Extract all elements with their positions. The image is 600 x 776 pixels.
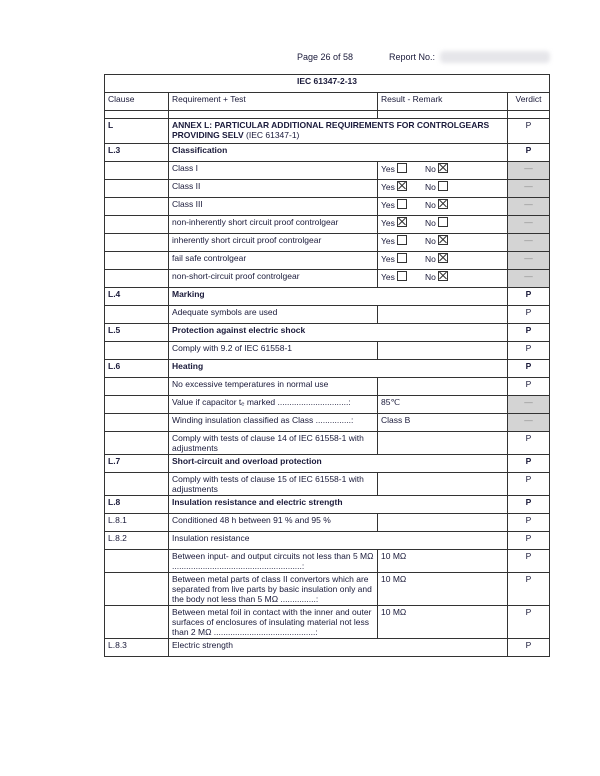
l6-row4-verdict: P [508,432,550,455]
l82-r1: Between input- and output circuits not less than 5 MΩ .......................................................: [169,550,378,573]
table-row [105,216,550,234]
l7-row1: Comply with tests of clause 15 of IEC 61558-1 with adjustments [169,473,378,496]
annex-row [105,119,550,144]
table-row [105,532,550,550]
yes-option [381,199,425,210]
l82-verdict: P [508,532,550,550]
yes-option [381,271,425,282]
empty-clause-cell [105,216,169,234]
no-label: No [425,164,436,174]
l6-row1-verdict: P [508,378,550,396]
spacer-row [105,111,550,119]
classification-result [378,270,508,288]
l4-title: Marking [169,288,508,306]
section-row-l4 [105,288,550,306]
empty-clause-cell [105,252,169,270]
classification-result [378,252,508,270]
l5-title: Protection against electric shock [169,324,508,342]
yes-label: Yes [381,182,395,192]
classification-result [378,198,508,216]
l3-clause: L.3 [105,144,169,162]
yes-checkbox[interactable] [397,271,407,281]
no-option [425,271,469,282]
page-header [0,52,600,66]
yes-label: Yes [381,218,395,228]
yes-option [381,217,425,228]
no-label: No [425,254,436,264]
page-number: Page 26 of 58 [297,52,354,62]
yes-label: Yes [381,254,395,264]
yes-option [381,253,425,264]
yes-label: Yes [381,200,395,210]
l5-clause: L.5 [105,324,169,342]
l8-verdict: P [508,496,550,514]
l82-r1-result: 10 MΩ [378,550,508,573]
l7-row1-verdict: P [508,473,550,496]
l7-clause: L.7 [105,455,169,473]
l5-verdict: P [508,324,550,342]
no-option [425,163,469,174]
l83-clause: L.8.3 [105,639,169,657]
no-checkbox[interactable] [438,271,448,281]
no-checkbox[interactable] [438,217,448,227]
no-checkbox[interactable] [438,181,448,191]
col-requirement: Requirement + Test [169,93,378,111]
redacted-report-number [440,51,550,63]
table-row [105,162,550,180]
no-label: No [425,236,436,246]
l82-r1-verdict: P [508,550,550,573]
l4-verdict: P [508,288,550,306]
l8-title: Insulation resistance and electric strength [169,496,508,514]
empty-clause-cell [105,234,169,252]
column-header-row [105,93,550,111]
l4-row1: Adequate symbols are used [169,306,378,324]
table-row [105,396,550,414]
yes-option [381,181,425,192]
table-row [105,639,550,657]
annex-title-normal: (IEC 61347-1) [243,130,300,140]
table-row [105,432,550,455]
table-row [105,306,550,324]
l6-row3: Winding insulation classified as Class ...............: [169,414,378,432]
no-label: No [425,200,436,210]
l83-verdict: P [508,639,550,657]
section-row-l8 [105,496,550,514]
classification-label: fail safe controlgear [169,252,378,270]
l5-row1-verdict: P [508,342,550,360]
no-option [425,217,469,228]
l6-row3-result: Class B [378,414,508,432]
no-option [425,199,469,210]
l82-text: Insulation resistance [169,532,508,550]
yes-label: Yes [381,272,395,282]
classification-verdict: — [508,162,550,180]
no-checkbox[interactable] [438,163,448,173]
yes-checkbox[interactable] [397,235,407,245]
classification-rows [105,162,550,288]
yes-checkbox[interactable] [397,181,407,191]
table-row [105,270,550,288]
yes-checkbox[interactable] [397,163,407,173]
classification-label: non-inherently short circuit proof controlgear [169,216,378,234]
no-option [425,235,469,246]
yes-checkbox[interactable] [397,253,407,263]
l82-r3: Between metal foil in contact with the inner and outer surfaces of enclosures of insulating material not less than 2 MΩ ...........................................: [169,606,378,639]
classification-verdict: — [508,216,550,234]
empty-clause-cell [105,180,169,198]
empty-clause-cell [105,198,169,216]
l8-clause: L.8 [105,496,169,514]
table-row [105,234,550,252]
classification-label: inherently short circuit proof controlgear [169,234,378,252]
table-row [105,378,550,396]
l4-row1-verdict: P [508,306,550,324]
table-row [105,473,550,496]
l82-r3-result: 10 MΩ [378,606,508,639]
l6-row2-verdict: — [508,396,550,414]
l6-row2: Value if capacitor tₑ marked ..............................: [169,396,378,414]
classification-result [378,162,508,180]
report-number-label: Report No.: [389,52,436,62]
section-row-l3 [105,144,550,162]
yes-option [381,235,425,246]
test-report-table [104,74,550,657]
l6-clause: L.6 [105,360,169,378]
table-row [105,514,550,532]
yes-label: Yes [381,164,395,174]
classification-label: Class III [169,198,378,216]
section-row-l6 [105,360,550,378]
table-row [105,252,550,270]
annex-verdict: P [508,119,550,144]
l82-r2: Between metal parts of class II convertors which are separated from live parts by basic insulation only and the body not less than 5 MΩ ...............: [169,573,378,606]
classification-verdict: — [508,198,550,216]
table-row [105,198,550,216]
yes-label: Yes [381,236,395,246]
table-row [105,342,550,360]
classification-verdict: — [508,270,550,288]
col-clause: Clause [105,93,169,111]
l81-verdict: P [508,514,550,532]
table-row [105,414,550,432]
no-option [425,181,469,192]
yes-checkbox[interactable] [397,199,407,209]
no-checkbox[interactable] [438,235,448,245]
standard-row [105,75,550,93]
yes-checkbox[interactable] [397,217,407,227]
empty-clause-cell [105,162,169,180]
l82-r3-verdict: P [508,606,550,639]
l82-clause: L.8.2 [105,532,169,550]
l6-row1: No excessive temperatures in normal use [169,378,378,396]
section-row-l7 [105,455,550,473]
no-label: No [425,182,436,192]
col-verdict: Verdict [508,93,550,111]
l6-row2-result: 85℃ [378,396,508,414]
no-checkbox[interactable] [438,253,448,263]
l6-row4: Comply with tests of clause 14 of IEC 61558-1 with adjustments [169,432,378,455]
classification-verdict: — [508,252,550,270]
col-result: Result - Remark [378,93,508,111]
table-row [105,606,550,639]
classification-label: Class I [169,162,378,180]
classification-result [378,180,508,198]
empty-clause-cell [105,270,169,288]
l3-title: Classification [169,144,508,162]
section-row-l5 [105,324,550,342]
l81-text: Conditioned 48 h between 91 % and 95 % [169,514,378,532]
no-label: No [425,218,436,228]
l4-clause: L.4 [105,288,169,306]
no-checkbox[interactable] [438,199,448,209]
no-label: No [425,272,436,282]
l6-row3-verdict: — [508,414,550,432]
classification-result [378,216,508,234]
annex-title-bold: ANNEX L: PARTICULAR ADDITIONAL REQUIREMENTS FOR CONTROLGEARS PROVIDING SELV [172,120,490,140]
table-row [105,550,550,573]
l82-r2-verdict: P [508,573,550,606]
classification-label: non-short-circuit proof controlgear [169,270,378,288]
table-row [105,573,550,606]
standard-title: IEC 61347-2-13 [105,75,550,93]
l6-verdict: P [508,360,550,378]
l7-verdict: P [508,455,550,473]
annex-title [169,119,508,144]
classification-verdict: — [508,234,550,252]
l7-title: Short-circuit and overload protection [169,455,508,473]
classification-verdict: — [508,180,550,198]
l6-title: Heating [169,360,508,378]
classification-result [378,234,508,252]
l3-verdict: P [508,144,550,162]
annex-clause: L [105,119,169,144]
table-row [105,180,550,198]
no-option [425,253,469,264]
yes-option [381,163,425,174]
l83-text: Electric strength [169,639,508,657]
classification-label: Class II [169,180,378,198]
l81-clause: L.8.1 [105,514,169,532]
l5-row1: Comply with 9.2 of IEC 61558-1 [169,342,378,360]
l82-r2-result: 10 MΩ [378,573,508,606]
